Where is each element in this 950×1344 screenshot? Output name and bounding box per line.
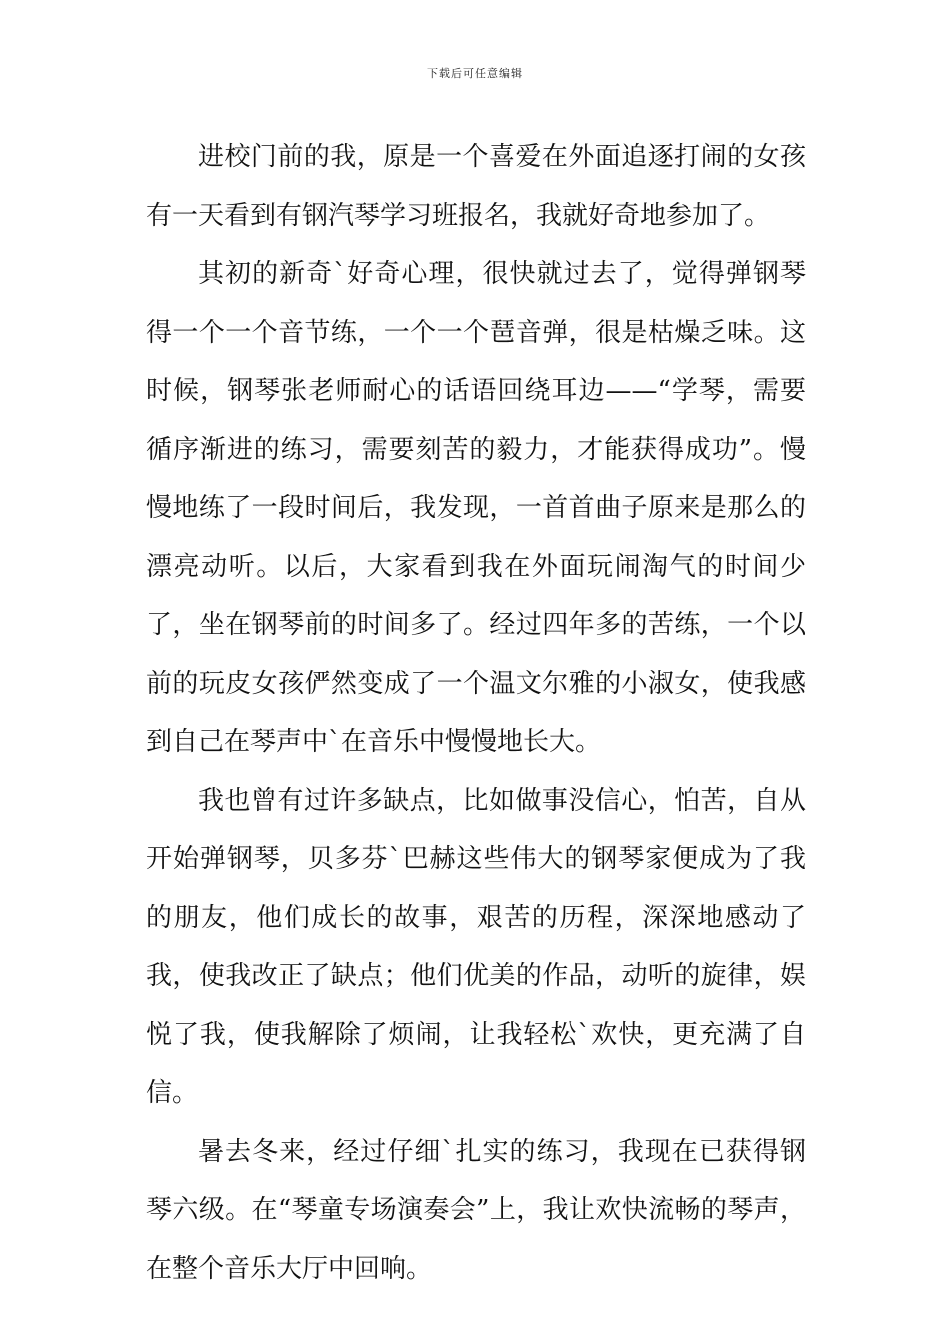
paragraph-4: 暑去冬来，经过仔细`扎实的练习，我现在已获得钢琴六级。在“琴童专场演奏会”上，我让欢快流畅的琴声，在整个音乐大厅中回响。 [146, 1136, 806, 1284]
paragraph-1: 进校门前的我，原是一个喜爱在外面追逐打闹的女孩有一天看到有钢汽琴学习班报名，我就好奇地参加了。 [146, 142, 806, 231]
paragraph-3: 我也曾有过许多缺点，比如做事没信心，怕苦，自从开始弹钢琴，贝多芬`巴赫这些伟大的钢琴家便成为了我的朋友，他们成长的故事，艰苦的历程，深深地感动了我，使我改正了缺点；他们优美的作品，动听的旋律，娱悦了我，使我解除了烦闹，让我轻松`欢快，更充满了自信。 [146, 785, 806, 1108]
paragraph-2: 其初的新奇`好奇心理，很快就过去了，觉得弹钢琴得一个一个音节练，一个一个琶音弹，很是枯燥乏味。这时候，钢琴张老师耐心的话语回绕耳边——“学琴，需要循序渐进的练习，需要刻苦的毅力，才能获得成功”。慢慢地练了一段时间后，我发现，一首首曲子原来是那么的漂亮动听。以后，大家看到我在外面玩闹淘气的时间少了，坐在钢琴前的时间多了。经过四年多的苦练，一个以前的玩皮女孩俨然变成了一个温文尔雅的小淑女，使我感到自己在琴声中`在音乐中慢慢地长大。 [146, 259, 806, 757]
header-note: 下载后可任意编辑 [427, 67, 523, 80]
document-body [146, 128, 806, 1298]
